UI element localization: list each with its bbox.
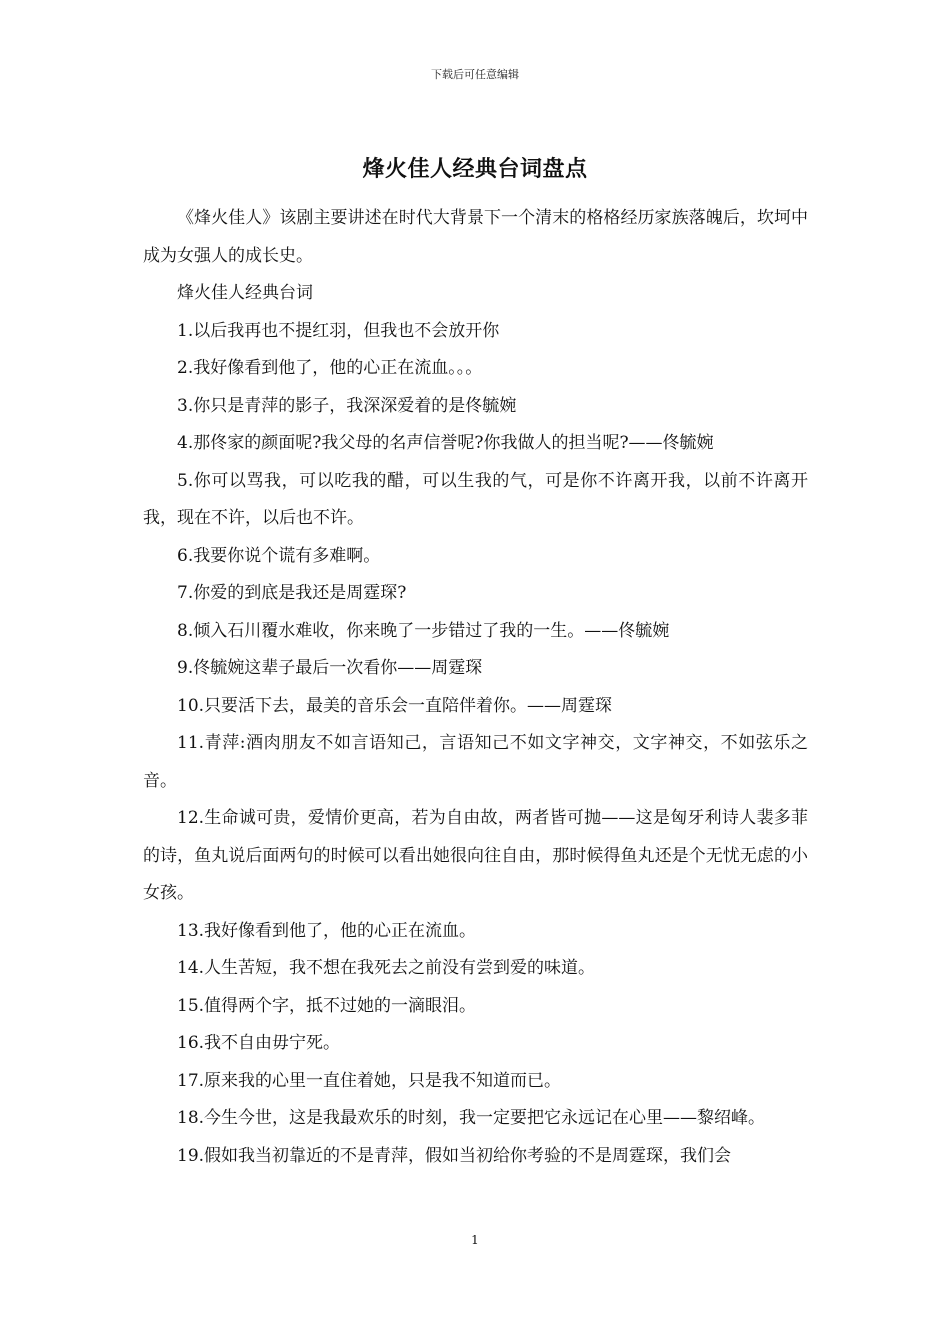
paragraph-intro: 《烽火佳人》该剧主要讲述在时代大背景下一个清末的格格经历家族落魄后，坎坷中成为女强人的成长史。 bbox=[143, 208, 808, 266]
quote-item: 16.我不自由毋宁死。 bbox=[177, 1033, 341, 1053]
quote-item: 6.我要你说个谎有多难啊。 bbox=[177, 545, 381, 566]
quote-item: 14.人生苦短，我不想在我死去之前没有尝到爱的味道。 bbox=[177, 958, 596, 978]
quote-item: 3.你只是青萍的影子，我深深爱着的是佟毓婉 bbox=[177, 395, 517, 416]
quote-item: 1.以后我再也不提红羽，但我也不会放开你 bbox=[177, 320, 500, 341]
quote-item: 13.我好像看到他了，他的心正在流血。 bbox=[177, 920, 477, 941]
quote-item: 12.生命诚可贵，爱情价更高，若为自由故，两者皆可抛——这是匈牙利诗人裴多菲的诗，鱼丸说后面两句的时候可以看出她很向往自由，那时候得鱼丸还是个无忧无虑的小女孩。 bbox=[143, 808, 808, 903]
quote-item: 19.假如我当初靠近的不是青萍，假如当初给你考验的不是周霆琛，我们会 bbox=[177, 1145, 732, 1166]
quote-item: 15.值得两个字，抵不过她的一滴眼泪。 bbox=[177, 995, 477, 1016]
quote-item: 18.今生今世，这是我最欢乐的时刻，我一定要把它永远记在心里——黎绍峰。 bbox=[177, 1108, 766, 1128]
quote-item: 7.你爱的到底是我还是周霆琛? bbox=[177, 583, 407, 603]
quote-item: 11.青萍:酒肉朋友不如言语知己，言语知己不如文字神交，文字神交，不如弦乐之音。 bbox=[143, 733, 808, 791]
paragraph-subheading: 烽火佳人经典台词 bbox=[177, 283, 313, 303]
quote-item: 8.倾入石川覆水难收，你来晚了一步错过了我的一生。——佟毓婉 bbox=[177, 620, 670, 641]
document-title: 烽火佳人经典台词盘点 bbox=[362, 157, 588, 182]
document-body bbox=[143, 200, 808, 1175]
quote-item: 4.那佟家的颜面呢?我父母的名声信誉呢?你我做人的担当呢?——佟毓婉 bbox=[177, 433, 714, 453]
quote-item: 10.只要活下去，最美的音乐会一直陪伴着你。——周霆琛 bbox=[177, 695, 613, 716]
quote-item: 2.我好像看到他了，他的心正在流血。。。 bbox=[177, 358, 483, 378]
quote-item: 5.你可以骂我，可以吃我的醋，可以生我的气，可是你不许离开我，以前不许离开我，现在不许，以后也不许。 bbox=[143, 470, 808, 528]
page-header: 下载后可任意编辑 bbox=[431, 68, 519, 81]
quote-item: 9.佟毓婉这辈子最后一次看你——周霆琛 bbox=[177, 658, 483, 678]
page-number: 1 bbox=[471, 1233, 479, 1247]
quote-item: 17.原来我的心里一直住着她，只是我不知道而已。 bbox=[177, 1070, 562, 1091]
